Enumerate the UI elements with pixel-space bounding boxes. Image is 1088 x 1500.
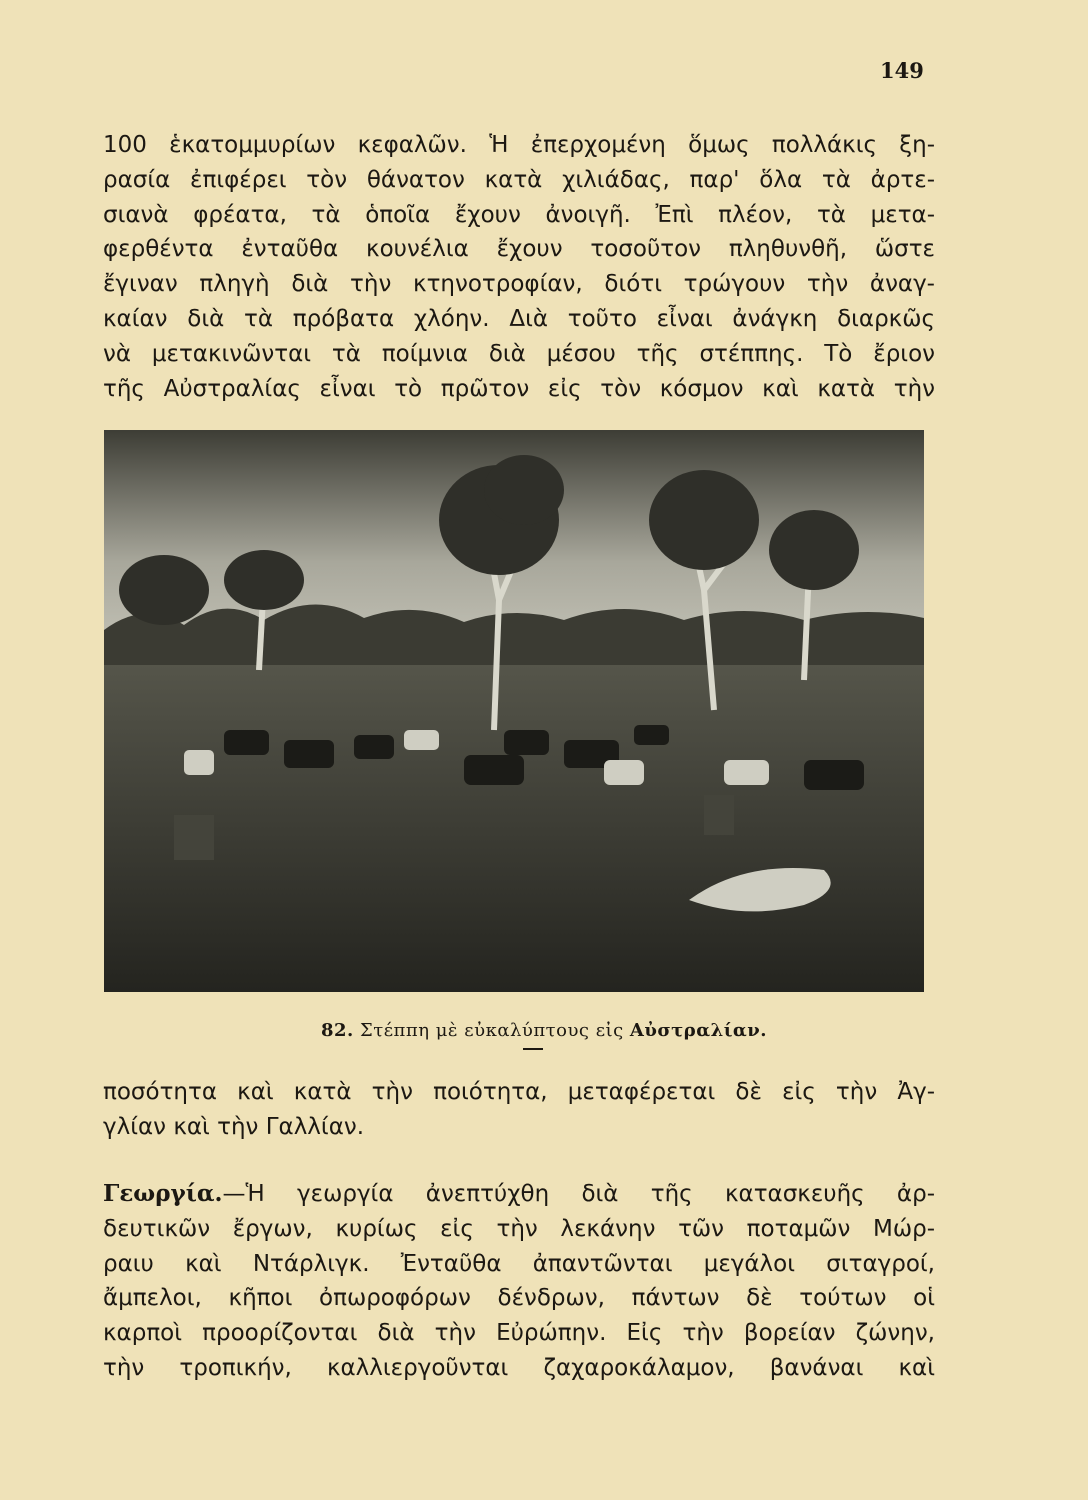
text-line: —Ἡ γεωργία ἀνεπτύχθη διὰ τῆς κατασκευῆς ἀρ-	[222, 1181, 935, 1207]
text-line: 100 ἑκατομμυρίων κεφαλῶν. Ἡ ἐπερχομένη ὅμως πολλάκις ξη-	[103, 132, 935, 158]
steppe-photograph	[104, 430, 924, 992]
separator-dash	[523, 1048, 543, 1050]
text-line: ἄμπελοι, κῆποι ὀπωροφόρων δένδρων, πάντων δὲ τούτων οἱ	[103, 1285, 935, 1312]
text-line: ἔγιναν πληγὴ διὰ τὴν κτηνοτροφίαν, διότι τρώγουν τὴν ἀναγ-	[103, 271, 935, 298]
paragraph-2	[103, 1075, 935, 1145]
text-line: ρασία ἐπιφέρει τὸν θάνατον κατὰ χιλιάδας, παρ' ὅλα τὰ ἀρτε-	[103, 166, 935, 193]
text-line: δευτικῶν ἔργων, κυρίως εἰς τὴν λεκάνην τῶν ποταμῶν Μώρ-	[103, 1215, 935, 1242]
text-line-with-heading	[103, 1177, 935, 1212]
paragraph-3	[103, 1177, 935, 1386]
section-heading: Γεωργία.	[103, 1180, 223, 1207]
text-line: φερθέντα ἐνταῦθα κουνέλια ἔχουν τοσοῦτον πληθυνθῆ, ὥστε	[103, 236, 935, 263]
figure-caption-place: Αὐστραλίαν.	[629, 1020, 768, 1041]
text-line: νὰ μετακινῶνται τὰ ποίμνια διὰ μέσου τῆς στέππης. Τὸ ἔριον	[103, 340, 935, 367]
figure-number: 82.	[320, 1020, 354, 1041]
text-line: σιανὰ φρέατα, τὰ ὁποῖα ἔχουν ἀνοιγῆ. Ἐπὶ πλέον, τὰ μετα-	[103, 201, 935, 228]
paragraph-1	[103, 128, 935, 406]
text-line: τὴν τροπικήν, καλλιεργοῦνται ζαχαροκάλαμον, βανάναι καὶ	[103, 1354, 935, 1381]
figure-caption-text: Στέππη μὲ εὐκαλύπτους εἰς	[360, 1020, 624, 1041]
text-line: ποσότητα καὶ κατὰ τὴν ποιότητα, μεταφέρεται δὲ εἰς τὴν Ἀγ-	[103, 1079, 935, 1105]
text-line: γλίαν καὶ τὴν Γαλλίαν.	[103, 1113, 365, 1140]
page-number: 149	[880, 58, 924, 83]
text-line: καίαν διὰ τὰ πρόβατα χλόην. Διὰ τοῦτο εἶναι ἀνάγκη διαρκῶς	[103, 305, 935, 332]
text-line: τῆς Αὐστραλίας εἶναι τὸ πρῶτον εἰς τὸν κόσμον καὶ κατὰ τὴν	[103, 375, 935, 402]
photo-illustration	[104, 430, 924, 992]
text-line: ραιυ καὶ Ντάρλιγκ. Ἐνταῦθα ἀπαντῶνται μεγάλοι σιταγροί,	[103, 1250, 935, 1277]
text-line: καρποὶ προορίζονται διὰ τὴν Εὐρώπην. Εἰς τὴν βορείαν ζώνην,	[103, 1320, 935, 1347]
figure-caption	[0, 1020, 1088, 1041]
